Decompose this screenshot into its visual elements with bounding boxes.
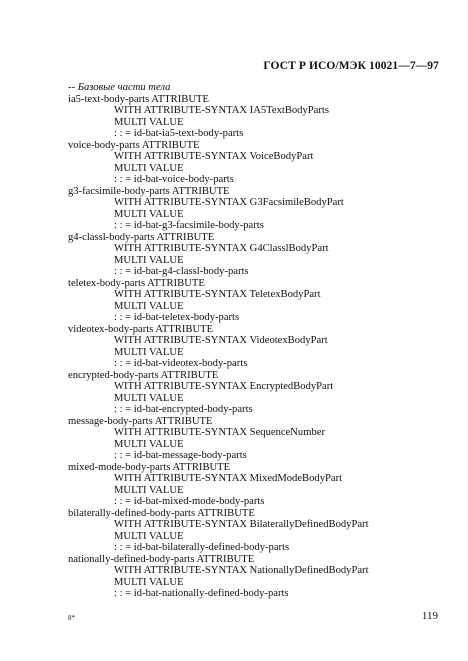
attribute-definition bbox=[68, 554, 448, 600]
attribute-definition bbox=[68, 370, 448, 416]
attribute-name: videotex-body-parts ATTRIBUTE bbox=[68, 323, 214, 335]
multi-value: MULTI VALUE bbox=[114, 346, 184, 358]
attribute-name: encrypted-body-parts ATTRIBUTE bbox=[68, 369, 219, 381]
attribute-id: : : = id-bat-mixed-mode-body-parts bbox=[114, 496, 265, 507]
attribute-definition bbox=[68, 508, 448, 554]
attribute-syntax: WITH ATTRIBUTE-SYNTAX BilaterallyDefinedBodyPart bbox=[114, 519, 369, 530]
attribute-syntax: WITH ATTRIBUTE-SYNTAX VideotexBodyPart bbox=[114, 335, 328, 346]
attribute-name: teletex-body-parts ATTRIBUTE bbox=[68, 277, 205, 289]
document-header: ГОСТ Р ИСО/МЭК 10021—7—97 bbox=[263, 60, 439, 72]
attribute-syntax: WITH ATTRIBUTE-SYNTAX G3FacsimileBodyPart bbox=[114, 197, 344, 208]
attribute-name: voice-body-parts ATTRIBUTE bbox=[68, 139, 200, 151]
attribute-id: : : = id-bat-message-body-parts bbox=[114, 450, 247, 461]
attribute-name: g3-facsimile-body-parts ATTRIBUTE bbox=[68, 185, 230, 197]
attribute-syntax: WITH ATTRIBUTE-SYNTAX SequenceNumber bbox=[114, 427, 325, 438]
signature-mark: 8* bbox=[68, 614, 75, 622]
document-body bbox=[68, 82, 448, 600]
attribute-id: : : = id-bat-ia5-text-body-parts bbox=[114, 128, 244, 139]
attribute-syntax: WITH ATTRIBUTE-SYNTAX NationallyDefinedBodyPart bbox=[114, 565, 369, 576]
section-comment: -- Базовые части тела bbox=[68, 82, 171, 93]
attribute-name: mixed-mode-body-parts ATTRIBUTE bbox=[68, 461, 231, 473]
multi-value: MULTI VALUE bbox=[114, 392, 184, 404]
attribute-syntax: WITH ATTRIBUTE-SYNTAX MixedModeBodyPart bbox=[114, 473, 343, 484]
attribute-name: ia5-text-body-parts ATTRIBUTE bbox=[68, 93, 209, 105]
attribute-id: : : = id-bat-g4-classl-body-parts bbox=[114, 266, 249, 277]
attribute-id: : : = id-bat-bilaterally-defined-body-parts bbox=[114, 542, 290, 553]
attribute-id: : : = id-bat-teletex-body-parts bbox=[114, 312, 240, 323]
page-number: 119 bbox=[421, 610, 438, 622]
attribute-name: nationally-defined-body-parts ATTRIBUTE bbox=[68, 553, 255, 565]
attribute-definition bbox=[68, 278, 448, 324]
attribute-syntax: WITH ATTRIBUTE-SYNTAX EncryptedBodyPart bbox=[114, 381, 334, 392]
multi-value: MULTI VALUE bbox=[114, 484, 184, 496]
attribute-id: : : = id-bat-g3-facsimile-body-parts bbox=[114, 220, 264, 231]
attribute-syntax: WITH ATTRIBUTE-SYNTAX VoiceBodyPart bbox=[114, 151, 314, 162]
attribute-syntax: WITH ATTRIBUTE-SYNTAX IA5TextBodyParts bbox=[114, 105, 329, 116]
multi-value: MULTI VALUE bbox=[114, 438, 184, 450]
attribute-definition bbox=[68, 94, 448, 140]
multi-value: MULTI VALUE bbox=[114, 208, 184, 220]
multi-value: MULTI VALUE bbox=[114, 162, 184, 174]
attribute-definition bbox=[68, 140, 448, 186]
attribute-definition bbox=[68, 186, 448, 232]
attribute-definition bbox=[68, 416, 448, 462]
attribute-definition bbox=[68, 462, 448, 508]
attribute-id: : : = id-bat-voice-body-parts bbox=[114, 174, 234, 185]
attribute-definition bbox=[68, 232, 448, 278]
attribute-syntax: WITH ATTRIBUTE-SYNTAX TeletexBodyPart bbox=[114, 289, 321, 300]
attribute-id: : : = id-bat-nationally-defined-body-parts bbox=[114, 588, 289, 599]
multi-value: MULTI VALUE bbox=[114, 300, 184, 312]
attribute-id: : : = id-bat-encrypted-body-parts bbox=[114, 404, 253, 415]
multi-value: MULTI VALUE bbox=[114, 116, 184, 128]
multi-value: MULTI VALUE bbox=[114, 254, 184, 266]
attribute-id: : : = id-bat-videotex-body-parts bbox=[114, 358, 248, 369]
multi-value: MULTI VALUE bbox=[114, 530, 184, 542]
attribute-name: message-body-parts ATTRIBUTE bbox=[68, 415, 213, 427]
multi-value: MULTI VALUE bbox=[114, 576, 184, 588]
attribute-name: bilaterally-defined-body-parts ATTRIBUTE bbox=[68, 507, 255, 519]
attribute-syntax: WITH ATTRIBUTE-SYNTAX G4ClasslBodyPart bbox=[114, 243, 329, 254]
attribute-name: g4-classl-body-parts ATTRIBUTE bbox=[68, 231, 215, 243]
attribute-definition bbox=[68, 324, 448, 370]
attribute-definitions bbox=[68, 94, 448, 600]
